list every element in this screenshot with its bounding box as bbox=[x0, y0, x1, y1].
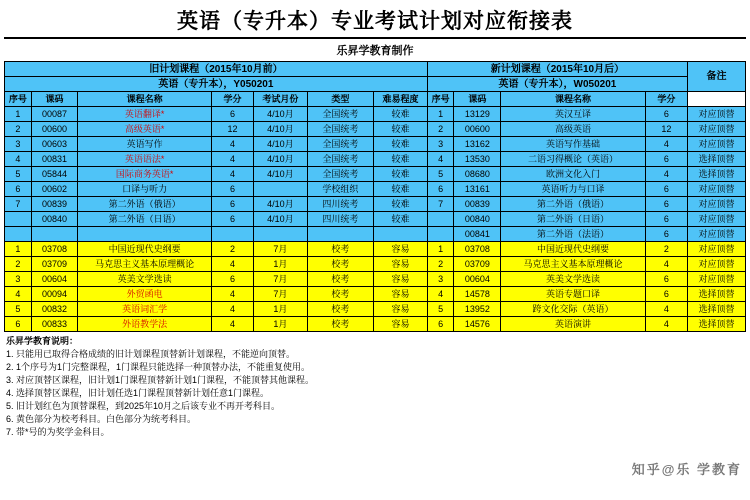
cell-new-name: 英语专题口译 bbox=[501, 287, 646, 302]
cell-old-level: 较难 bbox=[374, 152, 428, 167]
cell-new-code: 00841 bbox=[454, 227, 501, 242]
page-title: 英语（专升本）专业考试计划对应衔接表 bbox=[4, 2, 746, 39]
cell-old-name: 中国近现代史纲要 bbox=[78, 242, 211, 257]
cell-remark: 选择顶替 bbox=[688, 152, 746, 167]
cell-new-name: 欧洲文化入门 bbox=[501, 167, 646, 182]
cell-old-no: 3 bbox=[5, 137, 32, 152]
cell-old-level bbox=[374, 227, 428, 242]
cell-new-credit: 6 bbox=[645, 227, 687, 242]
cell-old-type: 校考 bbox=[307, 287, 374, 302]
cell-old-no: 4 bbox=[5, 287, 32, 302]
col-old-credit: 学分 bbox=[211, 92, 253, 107]
table-row bbox=[5, 257, 746, 272]
cell-old-month: 4/10月 bbox=[254, 107, 307, 122]
cell-new-code: 14578 bbox=[454, 287, 501, 302]
cell-new-no: 6 bbox=[427, 317, 454, 332]
cell-new-name: 第二外语（俄语） bbox=[501, 197, 646, 212]
cell-new-name: 第二外语（法语） bbox=[501, 227, 646, 242]
cell-old-credit: 4 bbox=[211, 152, 253, 167]
cell-new-code: 00839 bbox=[454, 197, 501, 212]
cell-old-name bbox=[78, 227, 211, 242]
cell-old-name: 高级英语* bbox=[78, 122, 211, 137]
cell-new-code: 13161 bbox=[454, 182, 501, 197]
watermark: 知乎@乐 学教育 bbox=[631, 462, 742, 477]
new-plan-header: 新计划课程（2015年10月后） bbox=[427, 62, 687, 77]
table-row bbox=[5, 107, 746, 122]
note-item: 5. 旧计划红色为顶替课程，到2025年10月之后该专业不再开考科目。 bbox=[6, 401, 281, 411]
cell-old-month: 1月 bbox=[254, 257, 307, 272]
cell-old-type: 校考 bbox=[307, 257, 374, 272]
cell-new-no: 2 bbox=[427, 122, 454, 137]
table-row bbox=[5, 227, 746, 242]
cell-remark: 对应顶替 bbox=[688, 182, 746, 197]
cell-old-name: 国际商务英语* bbox=[78, 167, 211, 182]
col-old-name: 课程名称 bbox=[78, 92, 211, 107]
cell-old-credit: 6 bbox=[211, 107, 253, 122]
cell-new-name: 二语习得概论（英语） bbox=[501, 152, 646, 167]
col-old-month: 考试月份 bbox=[254, 92, 307, 107]
cell-remark: 对应顶替 bbox=[688, 137, 746, 152]
cell-old-credit: 4 bbox=[211, 167, 253, 182]
cell-remark: 对应顶替 bbox=[688, 257, 746, 272]
cell-remark: 对应顶替 bbox=[688, 107, 746, 122]
cell-new-no: 3 bbox=[427, 272, 454, 287]
notes-title: 乐昇学教育说明： bbox=[6, 336, 79, 346]
cell-new-credit: 12 bbox=[645, 122, 687, 137]
cell-old-name: 英语写作 bbox=[78, 137, 211, 152]
cell-old-month: 7月 bbox=[254, 242, 307, 257]
note-item: 3. 对应顶替区课程，旧计划1门课程顶替新计划1门课程，不能顶替其他课程。 bbox=[6, 375, 315, 385]
table-body bbox=[5, 107, 746, 332]
cell-old-code: 00087 bbox=[31, 107, 78, 122]
cell-old-credit: 6 bbox=[211, 197, 253, 212]
table-row bbox=[5, 272, 746, 287]
cell-new-code: 03709 bbox=[454, 257, 501, 272]
note-item: 1. 只能用已取得合格成绩的旧计划课程顶替新计划课程，不能逆向顶替。 bbox=[6, 349, 296, 359]
cell-remark: 对应顶替 bbox=[688, 227, 746, 242]
cell-new-no bbox=[427, 227, 454, 242]
cell-new-no: 1 bbox=[427, 107, 454, 122]
cell-new-no bbox=[427, 212, 454, 227]
old-plan-header: 旧计划课程（2015年10月前） bbox=[5, 62, 428, 77]
cell-remark: 选择顶替 bbox=[688, 317, 746, 332]
cell-remark: 选择顶替 bbox=[688, 302, 746, 317]
cell-old-no: 2 bbox=[5, 257, 32, 272]
cell-old-level: 容易 bbox=[374, 242, 428, 257]
notes-block bbox=[4, 332, 746, 439]
table-column-header-row bbox=[5, 92, 746, 107]
note-item: 2. 1个序号为1门完整课程，1门课程只能选择一种顶替办法，不能重复使用。 bbox=[6, 362, 311, 372]
cell-new-code: 03708 bbox=[454, 242, 501, 257]
table-row bbox=[5, 137, 746, 152]
cell-new-name: 跨文化交际（英语） bbox=[501, 302, 646, 317]
cell-old-code: 00602 bbox=[31, 182, 78, 197]
cell-old-code: 00832 bbox=[31, 302, 78, 317]
cell-new-credit: 4 bbox=[645, 317, 687, 332]
cell-old-no: 6 bbox=[5, 317, 32, 332]
cell-new-no: 4 bbox=[427, 152, 454, 167]
cell-new-credit: 6 bbox=[645, 107, 687, 122]
cell-new-credit: 6 bbox=[645, 152, 687, 167]
cell-old-code: 00603 bbox=[31, 137, 78, 152]
cell-old-type: 全国统考 bbox=[307, 167, 374, 182]
remark-header: 备注 bbox=[688, 62, 746, 92]
cell-old-month: 7月 bbox=[254, 287, 307, 302]
cell-new-credit: 6 bbox=[645, 182, 687, 197]
table-row bbox=[5, 167, 746, 182]
cell-old-type: 全国统考 bbox=[307, 122, 374, 137]
col-new-credit: 学分 bbox=[645, 92, 687, 107]
col-old-code: 课码 bbox=[31, 92, 78, 107]
cell-old-credit: 4 bbox=[211, 317, 253, 332]
cell-remark: 对应顶替 bbox=[688, 212, 746, 227]
cell-old-code: 00840 bbox=[31, 212, 78, 227]
cell-new-name: 英语演讲 bbox=[501, 317, 646, 332]
cell-new-code: 14576 bbox=[454, 317, 501, 332]
table-row bbox=[5, 302, 746, 317]
cell-old-month: 1月 bbox=[254, 302, 307, 317]
cell-new-name: 高级英语 bbox=[501, 122, 646, 137]
table-header-major-row bbox=[5, 77, 746, 92]
cell-new-credit: 4 bbox=[645, 257, 687, 272]
cell-old-month: 4/10月 bbox=[254, 212, 307, 227]
cell-old-credit bbox=[211, 227, 253, 242]
cell-old-level: 较难 bbox=[374, 212, 428, 227]
cell-old-type: 四川统考 bbox=[307, 197, 374, 212]
col-new-code: 课码 bbox=[454, 92, 501, 107]
cell-old-level: 容易 bbox=[374, 317, 428, 332]
cell-old-month: 1月 bbox=[254, 317, 307, 332]
cell-new-no: 4 bbox=[427, 287, 454, 302]
cell-old-no bbox=[5, 227, 32, 242]
table-row bbox=[5, 212, 746, 227]
cell-old-code: 00839 bbox=[31, 197, 78, 212]
note-item: 7. 带*号的为奖学金科目。 bbox=[6, 427, 110, 437]
cell-new-code: 00600 bbox=[454, 122, 501, 137]
table-row bbox=[5, 242, 746, 257]
cell-old-month: 4/10月 bbox=[254, 137, 307, 152]
cell-old-credit: 6 bbox=[211, 212, 253, 227]
cell-old-code: 00833 bbox=[31, 317, 78, 332]
cell-new-credit: 4 bbox=[645, 137, 687, 152]
cell-new-credit: 6 bbox=[645, 212, 687, 227]
table-row bbox=[5, 287, 746, 302]
cell-old-credit: 4 bbox=[211, 137, 253, 152]
cell-old-no bbox=[5, 212, 32, 227]
cell-new-code: 13162 bbox=[454, 137, 501, 152]
cell-new-no: 3 bbox=[427, 137, 454, 152]
cell-remark: 对应顶替 bbox=[688, 197, 746, 212]
cell-new-name: 英语听力与口译 bbox=[501, 182, 646, 197]
cell-old-code: 03709 bbox=[31, 257, 78, 272]
cell-new-code: 00604 bbox=[454, 272, 501, 287]
cell-old-name: 外贸函电 bbox=[78, 287, 211, 302]
cell-remark: 对应顶替 bbox=[688, 272, 746, 287]
cell-old-type: 校考 bbox=[307, 317, 374, 332]
cell-old-credit: 4 bbox=[211, 302, 253, 317]
cell-remark: 选择顶替 bbox=[688, 287, 746, 302]
cell-old-name: 英语语法* bbox=[78, 152, 211, 167]
table-row bbox=[5, 317, 746, 332]
cell-old-code: 00094 bbox=[31, 287, 78, 302]
cell-old-name: 英语翻译* bbox=[78, 107, 211, 122]
cell-new-no: 1 bbox=[427, 242, 454, 257]
cell-old-credit: 12 bbox=[211, 122, 253, 137]
cell-new-name: 英美文学选读 bbox=[501, 272, 646, 287]
cell-old-type: 校考 bbox=[307, 302, 374, 317]
cell-new-credit: 4 bbox=[645, 167, 687, 182]
cell-old-name: 口译与听力 bbox=[78, 182, 211, 197]
table-row bbox=[5, 152, 746, 167]
cell-remark: 对应顶替 bbox=[688, 122, 746, 137]
cell-old-level: 容易 bbox=[374, 287, 428, 302]
cell-new-name: 中国近现代史纲要 bbox=[501, 242, 646, 257]
new-major-header: 英语（专升本），W050201 bbox=[427, 77, 687, 92]
cell-old-type: 全国统考 bbox=[307, 107, 374, 122]
cell-new-name: 第二外语（日语） bbox=[501, 212, 646, 227]
col-new-no: 序号 bbox=[427, 92, 454, 107]
cell-old-type: 四川统考 bbox=[307, 212, 374, 227]
cell-new-code: 00840 bbox=[454, 212, 501, 227]
cell-old-no: 2 bbox=[5, 122, 32, 137]
page-subtitle: 乐昇学教育制作 bbox=[336, 45, 414, 57]
cell-old-type: 全国统考 bbox=[307, 152, 374, 167]
col-old-no: 序号 bbox=[5, 92, 32, 107]
cell-old-no: 5 bbox=[5, 167, 32, 182]
cell-old-code: 03708 bbox=[31, 242, 78, 257]
cell-old-name: 马克思主义基本原理概论 bbox=[78, 257, 211, 272]
cell-old-code: 00831 bbox=[31, 152, 78, 167]
cell-old-month: 4/10月 bbox=[254, 197, 307, 212]
cell-new-code: 08680 bbox=[454, 167, 501, 182]
col-old-type: 类型 bbox=[307, 92, 374, 107]
cell-old-level: 容易 bbox=[374, 302, 428, 317]
cell-new-credit: 4 bbox=[645, 302, 687, 317]
cell-new-code: 13129 bbox=[454, 107, 501, 122]
cell-old-month: 4/10月 bbox=[254, 122, 307, 137]
cell-new-no: 5 bbox=[427, 302, 454, 317]
cell-old-month bbox=[254, 182, 307, 197]
cell-new-credit: 6 bbox=[645, 197, 687, 212]
cell-old-no: 1 bbox=[5, 242, 32, 257]
cell-remark: 对应顶替 bbox=[688, 242, 746, 257]
cell-old-level: 较难 bbox=[374, 122, 428, 137]
cell-old-month bbox=[254, 227, 307, 242]
cell-old-level: 容易 bbox=[374, 272, 428, 287]
cell-old-level: 容易 bbox=[374, 257, 428, 272]
cell-old-month: 4/10月 bbox=[254, 167, 307, 182]
cell-new-no: 7 bbox=[427, 197, 454, 212]
cell-old-no: 7 bbox=[5, 197, 32, 212]
cell-old-level: 较难 bbox=[374, 167, 428, 182]
col-old-level: 难易程度 bbox=[374, 92, 428, 107]
cell-new-no: 5 bbox=[427, 167, 454, 182]
cell-old-code bbox=[31, 227, 78, 242]
cell-new-name: 英语写作基础 bbox=[501, 137, 646, 152]
note-item: 4. 选择顶替区课程，旧计划任选1门课程顶替新计划任意1门课程。 bbox=[6, 388, 270, 398]
cell-old-no: 4 bbox=[5, 152, 32, 167]
cell-old-name: 外语教学法 bbox=[78, 317, 211, 332]
cell-old-level: 较难 bbox=[374, 107, 428, 122]
table-header-plan-row bbox=[5, 62, 746, 77]
cell-new-code: 13952 bbox=[454, 302, 501, 317]
cell-old-name: 第二外语（日语） bbox=[78, 212, 211, 227]
cell-remark: 选择顶替 bbox=[688, 167, 746, 182]
cell-old-no: 5 bbox=[5, 302, 32, 317]
cell-old-code: 00600 bbox=[31, 122, 78, 137]
course-mapping-table bbox=[4, 61, 746, 332]
cell-old-no: 1 bbox=[5, 107, 32, 122]
table-row bbox=[5, 122, 746, 137]
cell-old-type: 全国统考 bbox=[307, 137, 374, 152]
col-new-name: 课程名称 bbox=[501, 92, 646, 107]
cell-new-credit: 2 bbox=[645, 242, 687, 257]
cell-old-level: 较难 bbox=[374, 197, 428, 212]
cell-old-type bbox=[307, 227, 374, 242]
cell-old-credit: 6 bbox=[211, 272, 253, 287]
cell-old-no: 3 bbox=[5, 272, 32, 287]
cell-old-credit: 4 bbox=[211, 287, 253, 302]
cell-old-name: 英语词汇学 bbox=[78, 302, 211, 317]
old-major-header: 英语（专升本），Y050201 bbox=[5, 77, 428, 92]
cell-new-credit: 6 bbox=[645, 287, 687, 302]
cell-old-credit: 2 bbox=[211, 242, 253, 257]
cell-old-level: 较难 bbox=[374, 182, 428, 197]
cell-new-no: 2 bbox=[427, 257, 454, 272]
table-row bbox=[5, 182, 746, 197]
cell-old-name: 第二外语（俄语） bbox=[78, 197, 211, 212]
cell-old-month: 4/10月 bbox=[254, 152, 307, 167]
cell-old-credit: 6 bbox=[211, 182, 253, 197]
cell-old-type: 校考 bbox=[307, 242, 374, 257]
cell-old-credit: 4 bbox=[211, 257, 253, 272]
cell-old-name: 英美文学选读 bbox=[78, 272, 211, 287]
cell-old-code: 05844 bbox=[31, 167, 78, 182]
cell-old-code: 00604 bbox=[31, 272, 78, 287]
cell-old-month: 7月 bbox=[254, 272, 307, 287]
cell-old-level: 较难 bbox=[374, 137, 428, 152]
cell-new-name: 英汉互译 bbox=[501, 107, 646, 122]
cell-new-name: 马克思主义基本原理概论 bbox=[501, 257, 646, 272]
cell-new-credit: 6 bbox=[645, 272, 687, 287]
note-item: 6. 黄色部分为校考科目。白色部分为统考科目。 bbox=[6, 414, 197, 424]
table-row bbox=[5, 197, 746, 212]
cell-new-no: 6 bbox=[427, 182, 454, 197]
cell-old-type: 学校组织 bbox=[307, 182, 374, 197]
cell-old-no: 6 bbox=[5, 182, 32, 197]
cell-new-code: 13530 bbox=[454, 152, 501, 167]
cell-old-type: 校考 bbox=[307, 272, 374, 287]
